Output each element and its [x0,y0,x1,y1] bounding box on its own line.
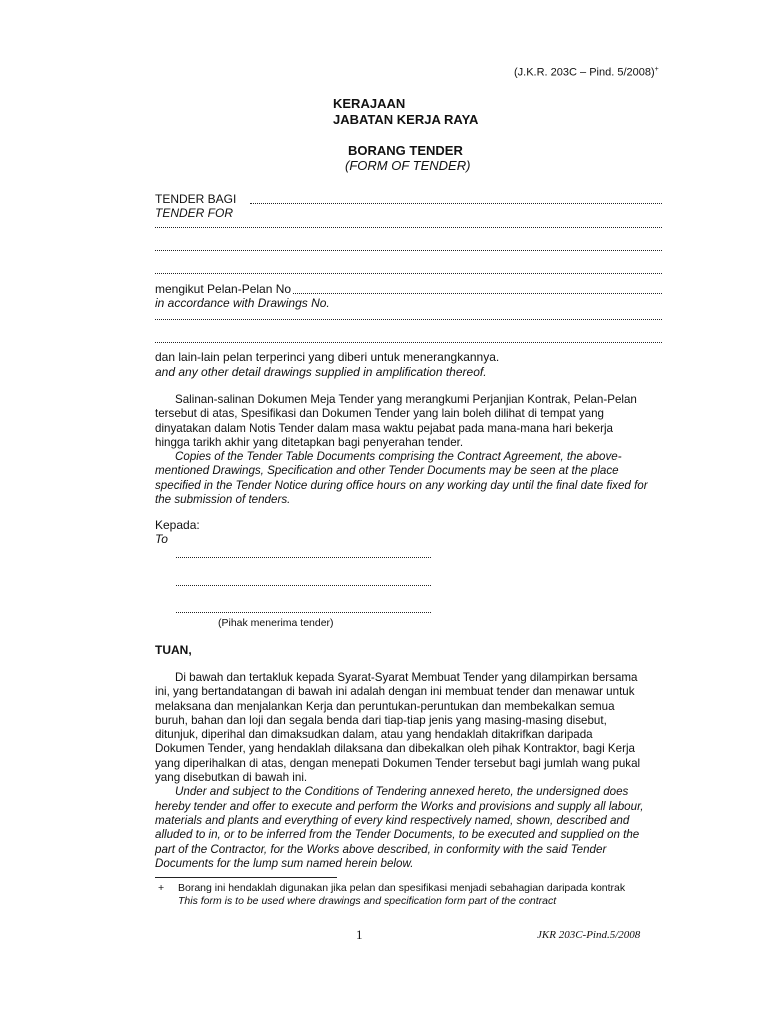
tender-for-line-2[interactable] [155,227,662,228]
form-title-english: (FORM OF TENDER) [345,158,471,173]
copies-paragraph-line: dinyatakan dalam Notis Tender dalam masa waktu pejabat pada mana-mana hari bekerja [155,421,614,435]
detail-drawings-text-english: and any other detail drawings supplied in amplification thereof. [155,365,487,379]
copies-paragraph-line: Salinan-salinan Dokumen Meja Tender yang merangkumi Perjanjian Kontrak, Pelan-Pelan [175,393,637,406]
page-number: 1 [356,927,363,942]
form-title: BORANG TENDER [348,143,463,158]
form-reference [514,66,659,79]
tender-for-line-1[interactable] [250,203,662,204]
detail-drawings-text: dan lain-lain pelan terperinci yang diberi untuk menerangkannya. [155,350,500,364]
offer-paragraph [155,671,666,871]
tender-for-label: TENDER BAGI [155,192,237,206]
copies-paragraph-line: hingga tarikh akhir yang ditetapkan bagi penyerahan tender. [155,435,464,449]
form-reference-text: (J.K.R. 203C – Pind. 5/2008) [514,66,655,79]
form-reference-mark: + [654,66,659,73]
copies-paragraph [155,393,666,507]
offer-paragraph-line: Di bawah dan tertakluk kepada Syarat-Syarat Membuat Tender yang dilampirkan bersama [175,671,638,684]
footnote-text: Borang ini hendaklah digunakan jika pelan dan spesifikasi menjadi sebahagian daripada kontrak [178,882,626,894]
recipient-line-2[interactable] [176,585,431,586]
recipient-line-1[interactable] [176,557,431,558]
document-code: JKR 203C-Pind.5/2008 [537,929,641,941]
copies-paragraph-line-english: the submission of tenders. [155,493,291,507]
offer-paragraph-line: Dokumen Tender, yang hendaklah dilaksana dan dibekalkan oleh pihak Kontraktor, bagi Kerja [155,742,635,756]
offer-paragraph-line: yang diperihalkan di atas, dengan menepati Dokumen Tender tersebut bagi jumlah wang pukal [155,756,641,770]
offer-paragraph-line-english: alluded to in, or to be inferred from the Tender Documents, to be executed and supplied on the [155,828,640,842]
tender-for-line-4[interactable] [155,273,662,274]
drawings-line-2[interactable] [155,319,662,320]
offer-paragraph-line: yang disebutkan di bawah ini. [155,771,308,785]
offer-paragraph-line-english: part of the Contractor, for the Works above described, in conformity with the said Tender [155,842,607,856]
offer-paragraph-line-english: Under and subject to the Conditions of Tendering annexed hereto, the undersigned does [175,785,629,799]
offer-paragraph-line-english: hereby tender and offer to execute and perform the Works and provisions and supply all labour, [155,799,644,813]
offer-paragraph-line: buruh, bahan dan loji dan segala benda dari tiap-tiap jenis yang masing-masing disebut, [155,713,607,727]
drawings-line-1[interactable] [293,293,662,294]
heading-government: KERAJAAN [333,96,406,111]
footnote-mark: + [158,882,165,894]
copies-paragraph-line-english: specified in the Tender Notice during office hours on any working day until the final date fixed for [155,478,648,492]
to-label-english: To [155,532,168,546]
salutation: TUAN, [155,643,192,657]
copies-paragraph-line-english: Copies of the Tender Table Documents comprising the Contract Agreement, the above- [175,450,622,464]
drawings-label-english: in accordance with Drawings No. [155,296,330,310]
drawings-label: mengikut Pelan-Pelan No [155,282,292,296]
tender-for-line-3[interactable] [155,250,662,251]
offer-paragraph-line: melaksana dan menjalankan Kerja dan peruntukan-peruntukan dan membekalkan semua [155,699,615,713]
recipient-caption: (Pihak menerima tender) [218,617,334,629]
offer-paragraph-line: ini, yang bertandatangan di bawah ini adalah dengan ini membuat tender dan menawar untuk [155,685,635,699]
heading-department: JABATAN KERJA RAYA [333,112,479,127]
drawings-line-3[interactable] [155,342,662,343]
footnote-divider [155,877,337,878]
offer-paragraph-line-english: Documents for the lump sum named herein below. [155,856,414,870]
offer-paragraph-line-english: materials and plants and everything of every kind respectively named, shown, described and [155,813,630,827]
to-label: Kepada: [155,518,200,532]
recipient-line-3[interactable] [176,612,431,613]
footnote-text-english: This form is to be used where drawings and specification form part of the contract [178,895,557,907]
copies-paragraph-line: tersebut di atas, Spesifikasi dan Dokumen Tender yang lain boleh dilihat di tempat yang [155,407,604,421]
copies-paragraph-line-english: mentioned Drawings, Specification and other Tender Documents may be seen at the place [155,464,619,478]
offer-paragraph-line: ditunjuk, diperihal dan dimaksudkan dalam, atau yang hendaklah ditakrifkan daripada [155,728,593,742]
tender-for-label-english: TENDER FOR [155,206,233,220]
